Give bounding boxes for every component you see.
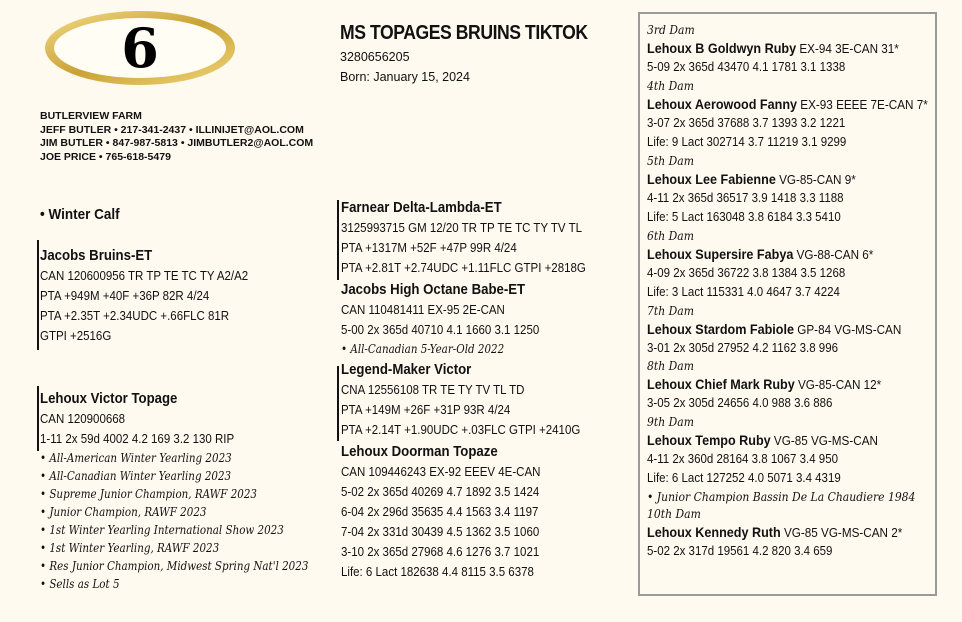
dam-label: 7th Dam [647,303,694,318]
dam-record: 3-05 2x 305d 24656 4.0 988 3.6 886 [647,396,833,410]
dam-record: 3-07 2x 365d 37688 3.7 1393 3.2 1221 [647,115,846,130]
contact-line: JOE PRICE • 765-618-5479 [40,150,171,163]
dam-record: 4-11 2x 365d 36517 3.9 1418 3.3 1188 [647,190,844,205]
dam-record: 5-02 2x 317d 19561 4.2 820 3.4 659 [647,543,833,558]
divider [337,366,339,441]
sire-line: PTA +2.35T +2.34UDC +.66FLC 81R [40,309,230,323]
dam-label: 10th Dam [647,506,701,521]
dam-line: CAN 120900668 [40,412,126,426]
farm-info [40,110,313,164]
honor: • Junior Champion, RAWF 2023 [40,505,207,519]
dam-header: Lehoux Supersire Fabya VG-88-CAN 6* [647,245,874,262]
dam-record: 3-01 2x 305d 27952 4.2 1162 3.8 996 [647,340,838,355]
pedigree-line: PTA +1317M +52F +47P 99R 4/24 [341,241,517,255]
dam-header: Lehoux Lee Fabienne VG-85-CAN 9* [647,170,856,187]
pedigree-line: 5-00 2x 365d 40710 4.1 1660 3.1 1250 [341,323,540,337]
dam-header: Lehoux Kennedy Ruth VG-85 VG-MS-CAN 2* [647,523,903,540]
dam-header: Lehoux Stardom Fabiole GP-84 VG-MS-CAN [647,320,902,337]
dam-record: Life: 6 Lact 127252 4.0 5071 3.4 4319 [647,471,841,485]
divider [37,240,39,350]
pedigree-line: CAN 109446243 EX-92 EEEV 4E-CAN [341,465,541,479]
pedigree-line: CNA 12556108 TR TE TY TV TL TD [341,383,525,397]
dam-label: 3rd Dam [647,23,695,37]
pedigree-line: 7-04 2x 331d 30439 4.5 1362 3.5 1060 [341,525,540,539]
dam-sire-block [341,360,601,440]
dam-line: 1-11 2x 59d 4002 4.2 169 3.2 130 RIP [40,432,235,446]
honor: • Supreme Junior Champion, RAWF 2023 [40,487,257,501]
dam-record: Life: 5 Lact 163048 3.8 6184 3.3 5410 [647,210,841,224]
dam-sire-name: Legend-Maker Victor [341,361,472,378]
honor: • Sells as Lot 5 [40,577,120,591]
dam-header: Lehoux Chief Mark Ruby VG-85-CAN 12* [647,376,882,392]
honor: • Res Junior Champion, Midwest Spring Nat'l 2023 [40,559,309,573]
dam-label: 6th Dam [647,228,694,243]
birth-date: Born: January 15, 2024 [340,70,470,84]
sire-sire-block [341,198,607,278]
pedigree-line: 3125993715 GM 12/20 TR TP TE TC TY TV TL [341,221,583,235]
dam-header: Lehoux Aerowood Fanny EX-93 EEEE 7E-CAN 7* [647,95,928,112]
honor: • 1st Winter Yearling, RAWF 2023 [40,541,220,555]
pedigree-line: CAN 110481411 EX-95 2E-CAN [341,303,505,317]
category-label: • Winter Calf [40,206,120,223]
pedigree-line: PTA +2.81T +2.74UDC +1.11FLC GTPI +2818G [341,261,586,275]
dam-label: 5th Dam [647,153,694,168]
dam-label: 8th Dam [647,359,694,373]
sire-sire-name: Farnear Delta-Lambda-ET [341,199,502,216]
maternal-line [647,22,959,561]
pedigree-line: 3-10 2x 365d 27968 4.6 1276 3.7 1021 [341,545,540,559]
honor: • All-American Winter Yearling 2023 [40,451,232,465]
dam-honor: • Junior Champion Bassin De La Chaudiere 1984 [647,489,916,504]
dam-header: Lehoux B Goldwyn Ruby EX-94 3E-CAN 31* [647,40,899,56]
dam-record: 4-09 2x 365d 36722 3.8 1384 3.5 1268 [647,265,846,280]
sire-line: CAN 120600956 TR TP TE TC TY A2/A2 [40,269,249,283]
dam-record: 5-09 2x 365d 43470 4.1 1781 3.1 1338 [647,60,846,74]
animal-name: MS TOPAGES BRUINS TIKTOK [340,22,588,44]
sire-dam-name: Jacobs High Octane Babe-ET [341,281,526,298]
dam-dam-name: Lehoux Doorman Topaze [341,443,498,460]
honor: • All-Canadian Winter Yearling 2023 [40,469,232,483]
contact-line: JIM BUTLER • 847-987-5813 • JIMBUTLER2@AOL.COM [40,137,314,149]
dam-record: Life: 9 Lact 302714 3.7 11219 3.1 9299 [647,135,847,149]
pedigree-line: 5-02 2x 365d 40269 4.7 1892 3.5 1424 [341,485,540,499]
dam-block [40,389,352,593]
pedigree-line: PTA +149M +26F +31P 93R 4/24 [341,403,511,417]
honor: • All-Canadian 5-Year-Old 2022 [341,342,505,356]
dam-name: Lehoux Victor Topage [40,390,178,407]
pedigree-line: 6-04 2x 296d 35635 4.4 1563 3.4 1197 [341,505,539,519]
sire-line: PTA +949M +40F +36P 82R 4/24 [40,289,210,303]
contact-line: JEFF BUTLER • 217-341-2437 • ILLINIJET@AOL.COM [40,123,304,136]
lot-number: 6 [121,16,159,80]
dam-record: 4-11 2x 360d 28164 3.8 1067 3.4 950 [647,451,838,466]
divider [37,386,39,451]
sire-name: Jacobs Bruins-ET [40,247,153,264]
pedigree-line: PTA +2.14T +1.90UDC +.03FLC GTPI +2410G [341,423,581,437]
dam-dam-block [341,442,558,582]
honor: • 1st Winter Yearling International Show 2023 [40,523,284,537]
sire-line: GTPI +2516G [40,329,112,343]
dam-header: Lehoux Tempo Ruby VG-85 VG-MS-CAN [647,431,878,448]
sire-block [40,246,266,346]
dam-label: 9th Dam [647,414,694,429]
divider [337,200,339,280]
dam-label: 4th Dam [647,78,694,93]
dam-record: Life: 3 Lact 115331 4.0 4647 3.7 4224 [647,285,840,299]
registration-number: 3280656205 [340,50,410,64]
farm-name: BUTLERVIEW FARM [40,110,142,122]
pedigree-line: Life: 6 Lact 182638 4.4 8115 3.5 6378 [341,565,534,579]
sire-dam-block [341,280,556,358]
